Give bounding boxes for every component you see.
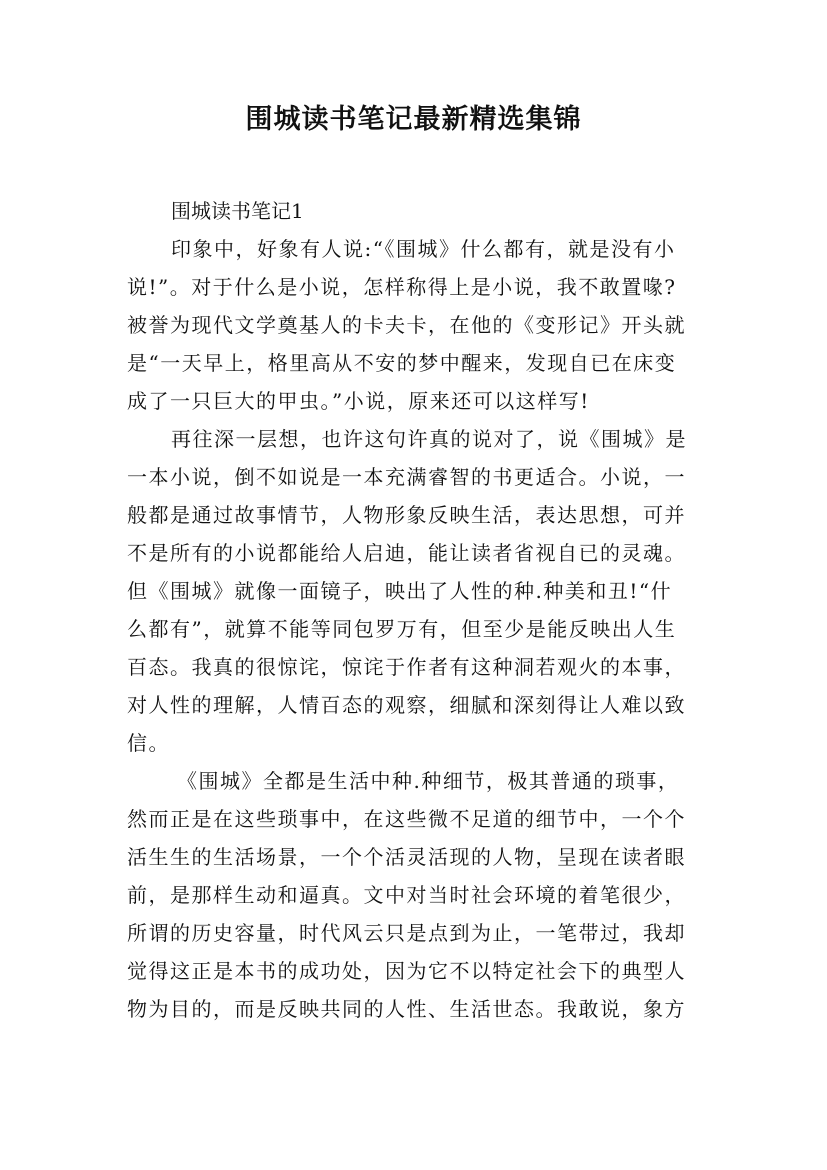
paragraph-line: 信。	[127, 731, 170, 755]
paragraph-line: 说!”。对于什么是小说，怎样称得上是小说，我不敢置喙?	[127, 275, 677, 299]
paragraph-1	[127, 230, 699, 420]
paragraph-line: 被誉为现代文学奠基人的卡夫卡，在他的《变形记》开头就	[127, 313, 686, 337]
paragraph-line: 所谓的历史容量，时代风云只是点到为止，一笔带过，我却	[127, 921, 686, 945]
document-body	[127, 192, 699, 1028]
paragraph-line: 活生生的生活场景，一个个活灵活现的人物，呈现在读者眼	[127, 845, 686, 869]
paragraph-3	[127, 762, 699, 1028]
paragraph-line: 对人性的理解，人情百态的观察，细腻和深刻得让人难以致	[127, 693, 686, 717]
paragraph-line: 么都有”，就算不能等同包罗万有，但至少是能反映出人生	[127, 617, 677, 641]
paragraph-line: 然而正是在这些琐事中，在这些微不足道的细节中，一个个	[127, 807, 686, 831]
paragraph-line: 百态。我真的很惊诧，惊诧于作者有这种洞若观火的本事，	[127, 655, 686, 679]
paragraph-line: 般都是通过故事情节，人物形象反映生活，表达思想，可并	[127, 503, 686, 527]
paragraph-line: 前，是那样生动和逼真。文中对当时社会环境的着笔很少，	[127, 883, 686, 907]
document-title: 围城读书笔记最新精选集锦	[245, 104, 582, 135]
paragraph-line: 再往深一层想，也许这句许真的说对了，说《围城》是	[171, 427, 687, 451]
paragraph-line: 物为目的，而是反映共同的人性、生活世态。我敢说，象方	[127, 997, 686, 1021]
paragraph-2	[127, 420, 699, 762]
paragraph-line: 一本小说，倒不如说是一本充满睿智的书更适合。小说，一	[127, 465, 686, 489]
paragraph-line: 成了一只巨大的甲虫。”小说，原来还可以这样写!	[127, 389, 590, 413]
paragraph-line: 《围城》全都是生活中种.种细节，极其普通的琐事，	[177, 769, 680, 793]
paragraph-line: 觉得这正是本书的成功处，因为它不以特定社会下的典型人	[127, 959, 686, 983]
paragraph-line: 是“一天早上，格里高从不安的梦中醒来，发现自已在床变	[127, 351, 677, 375]
paragraph-line: 印象中，好象有人说:“《围城》什么都有，就是没有小	[171, 237, 676, 261]
section-heading: 围城读书笔记1	[171, 199, 304, 223]
paragraph-line: 不是所有的小说都能给人启迪，能让读者省视自已的灵魂。	[127, 541, 686, 565]
paragraph-line: 但《围城》就像一面镜子，映出了人性的种.种美和丑!“什	[127, 579, 673, 603]
